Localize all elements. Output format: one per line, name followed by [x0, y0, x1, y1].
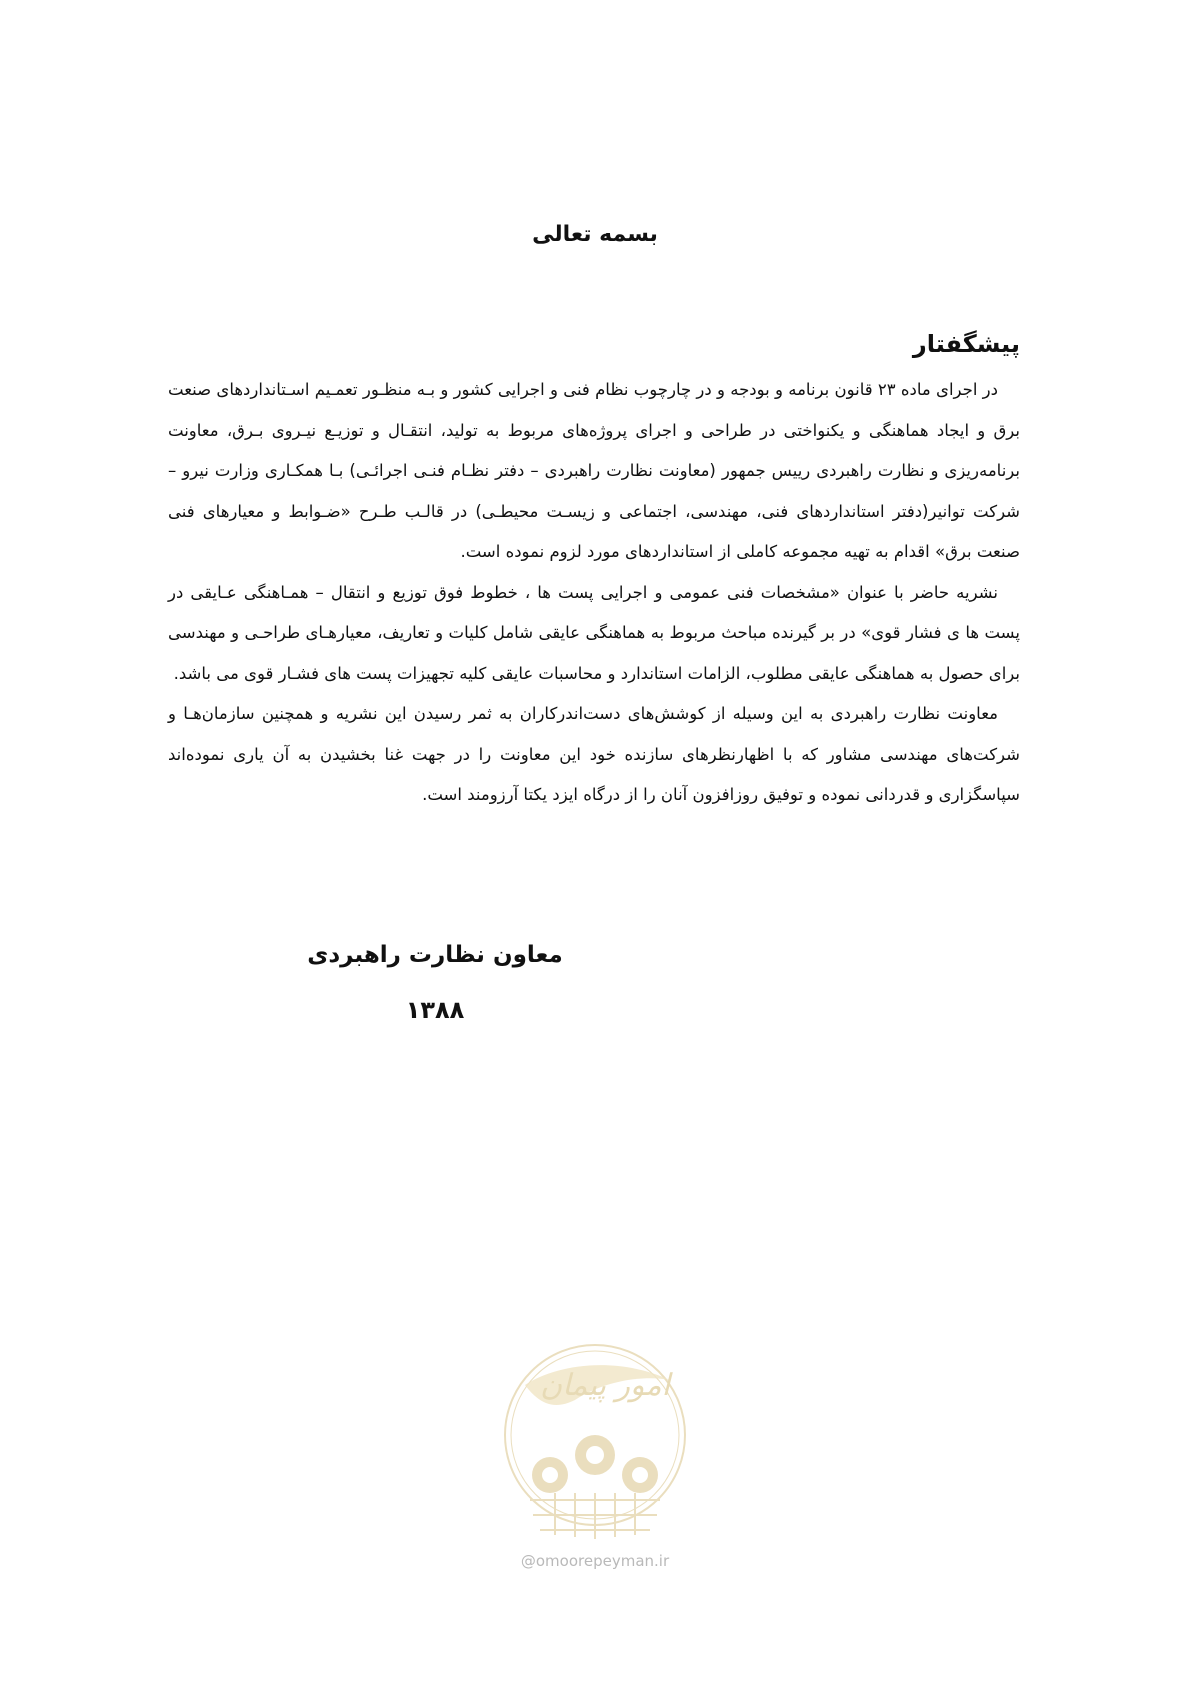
section-title: پیشگفتار [912, 330, 1020, 358]
page-heading: بسمه تعالی [532, 222, 658, 247]
body-text [168, 370, 1020, 816]
watermark-logo [495, 1325, 695, 1585]
paragraph-1: در اجرای ماده ۲۳ قانون برنامه و بودجه و در چارچوب نظام فنی و اجرایی کشور و بـه منظـور تعمـیم اسـتانداردهای صنعت برق و ایجاد هماهنگی و یکنواختی در طراحی و اجرای پروژه‌های مربوط به تولید، انتقـال و توزیـع نیـروی بـرق، معاونت برنامه‌ریزی و نظارت راهبردی رییس جمهور (معاونت نظارت راهبردی – دفتر نظـام فنـی اجرائـی) بـا همکـاری وزارت نیرو – شرکت توانیر(دفتر استانداردهای فنی، مهندسی، اجتماعی و زیسـت محیطـی) در قالـب طـرح «ضـوابط و معیارهای فنی صنعت برق» اقدام به تهیه مجموعه کاملی از استانداردهای مورد لزوم نموده است. [168, 380, 1020, 561]
signature-title: معاون نظارت راهبردی [307, 942, 563, 968]
signature-year: ۱۳۸۸ [405, 996, 465, 1024]
paragraph-3: معاونت نظارت راهبردی به این وسیله از کوشش‌های دست‌اندرکاران به ثمر رسیدن این نشریه و همچنین سازمان‌هـا و شرکت‌های مهندسی مشاور که با اظهارنظرهای سازنده خود این معاونت را در جهت غنا بخشیدن به آن یاری نموده‌اند سپاسگزاری و قدردانی نموده و توفیق روزافزون آنان را از درگاه ایزد یکتا آرزومند است. [168, 704, 1020, 804]
paragraph-2: نشریه حاضر با عنوان «مشخصات فنی عمومی و اجرایی پست ها ، خطوط فوق توزیع و انتقال – همـاهنگی عـایقی در پست ها ی فشار قوی» در بر گیرنده مباحث مربوط به هماهنگی عایقی شامل کلیات و تعاریف، معیارهـای طراحـی و مهندسی برای حصول به هماهنگی عایقی مطلوب، الزامات استاندارد و محاسبات عایقی کلیه تجهیزات پست های فشـار قوی می باشد. [168, 582, 1020, 683]
watermark-logo-text: امور پیمان [540, 1368, 670, 1403]
watermark-url: @omoorepeyman.ir [520, 1552, 670, 1570]
